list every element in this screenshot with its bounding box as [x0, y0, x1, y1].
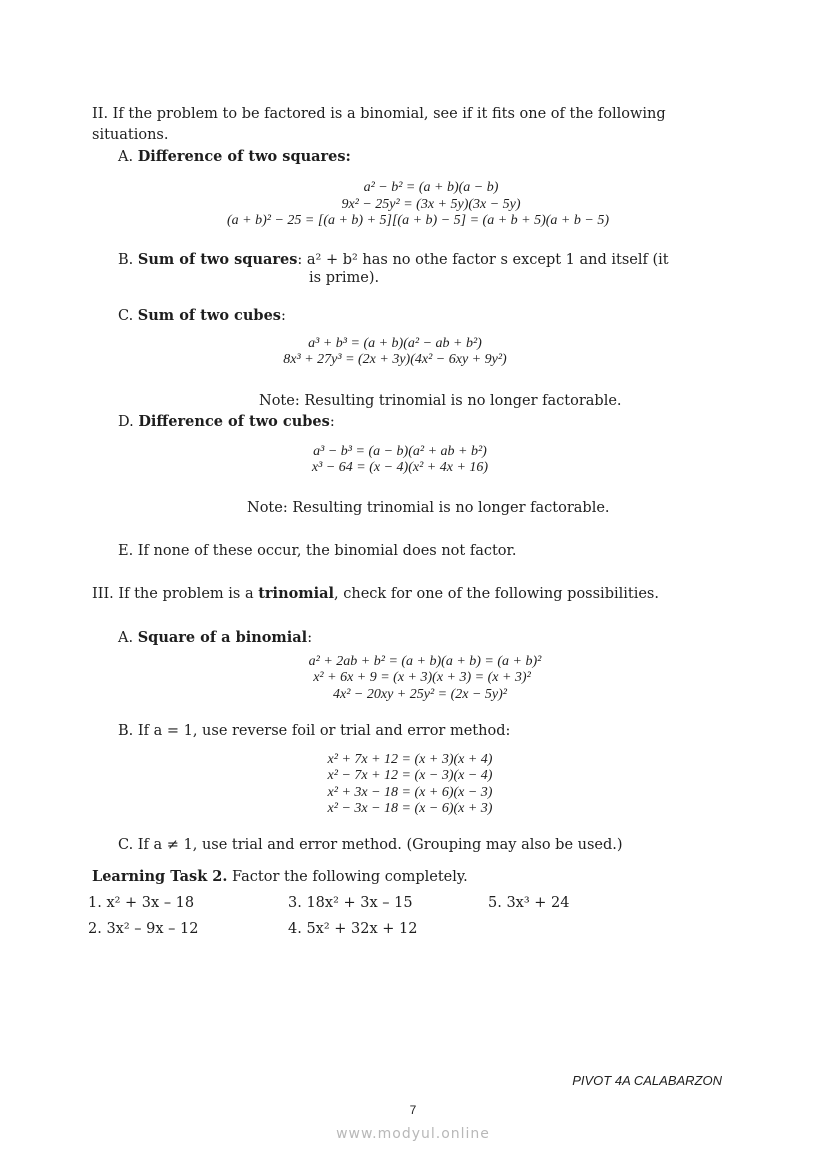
equation: (a + b)² − 25 = [(a + b) + 5][(a + b) − 5] = (a + b + 5)(a + b − 5) — [227, 213, 609, 228]
a-not-1: C. If a ≠ 1, use trial and error method. (Grouping may also be used.) — [118, 837, 623, 853]
colon: : — [280, 308, 286, 324]
title: Square of a binomial — [137, 629, 308, 646]
colon: : — [329, 414, 335, 430]
heading-sum-squares — [118, 251, 669, 269]
task-item: 3. 18x² + 3x – 15 — [288, 895, 413, 911]
bold-term: trinomial — [258, 585, 335, 602]
equation: a² + 2ab + b² = (a + b)(a + b) = (a + b)² — [308, 654, 542, 669]
equation: x² − 7x + 12 = (x − 3)(x − 4) — [327, 768, 493, 783]
label: A. — [118, 149, 138, 165]
instruction: Factor the following completely. — [227, 869, 468, 885]
equation: x² + 6x + 9 = (x + 3)(x + 3) = (x + 3)² — [313, 670, 531, 685]
sum-squares-cont: is prime). — [309, 270, 380, 286]
task-item: 2. 3x² – 9x – 12 — [88, 921, 199, 937]
none-occur: E. If none of these occur, the binomial does not factor. — [118, 543, 517, 559]
section2-intro-cont: situations. — [92, 127, 169, 143]
title: Learning Task 2. — [92, 868, 228, 885]
text: III. If the problem is a — [92, 586, 259, 602]
text: : a² + b² has no othe factor s except 1 and itself (it — [297, 252, 669, 268]
a-equals-1: B. If a = 1, use reverse foil or trial and error method: — [118, 723, 511, 739]
section2-intro: II. If the problem to be factored is a binomial, see if it fits one of the following — [92, 106, 666, 122]
task-item: 4. 5x² + 32x + 12 — [288, 921, 418, 937]
note: Note: Resulting trinomial is no longer factorable. — [259, 393, 622, 409]
equation: a³ − b³ = (a − b)(a² + ab + b²) — [313, 444, 487, 459]
heading-diff-squares — [118, 148, 351, 166]
watermark: www.modyul.online — [336, 1126, 490, 1142]
task-item: 5. 3x³ + 24 — [488, 895, 570, 911]
heading-diff-cubes — [118, 413, 335, 431]
section3-intro — [92, 585, 659, 603]
equation: 8x³ + 27y³ = (2x + 3y)(4x² − 6xy + 9y²) — [283, 352, 507, 367]
label: B. — [118, 252, 138, 268]
note: Note: Resulting trinomial is no longer factorable. — [247, 500, 610, 516]
label: A. — [118, 630, 138, 646]
equation: x² + 7x + 12 = (x + 3)(x + 4) — [327, 752, 493, 767]
equation: a² − b² = (a + b)(a − b) — [363, 180, 499, 195]
title: Difference of two cubes — [138, 413, 330, 430]
task-item: 1. x² + 3x – 18 — [88, 895, 195, 911]
equation: x³ − 64 = (x − 4)(x² + 4x + 16) — [311, 460, 489, 475]
equation: x² − 3x − 18 = (x − 6)(x + 3) — [327, 801, 493, 816]
learning-task-heading — [92, 868, 468, 886]
label: D. — [118, 414, 139, 430]
footer-org: PIVOT 4A CALABARZON — [572, 1073, 722, 1088]
heading-sum-cubes — [118, 307, 286, 325]
equation: 4x² − 20xy + 25y² = (2x − 5y)² — [333, 687, 507, 702]
equation: x² + 3x − 18 = (x + 6)(x − 3) — [327, 785, 493, 800]
colon: : — [307, 630, 313, 646]
page-number: 7 — [409, 1103, 417, 1117]
text: , check for one of the following possibilities. — [334, 586, 659, 602]
title: Difference of two squares: — [137, 148, 351, 165]
equation: 9x² − 25y² = (3x + 5y)(3x − 5y) — [341, 197, 521, 212]
label: C. — [118, 308, 138, 324]
title: Sum of two cubes — [137, 307, 281, 324]
equation: a³ + b³ = (a + b)(a² − ab + b²) — [308, 336, 482, 351]
heading-square-binomial — [118, 629, 312, 647]
title: Sum of two squares — [137, 251, 298, 268]
